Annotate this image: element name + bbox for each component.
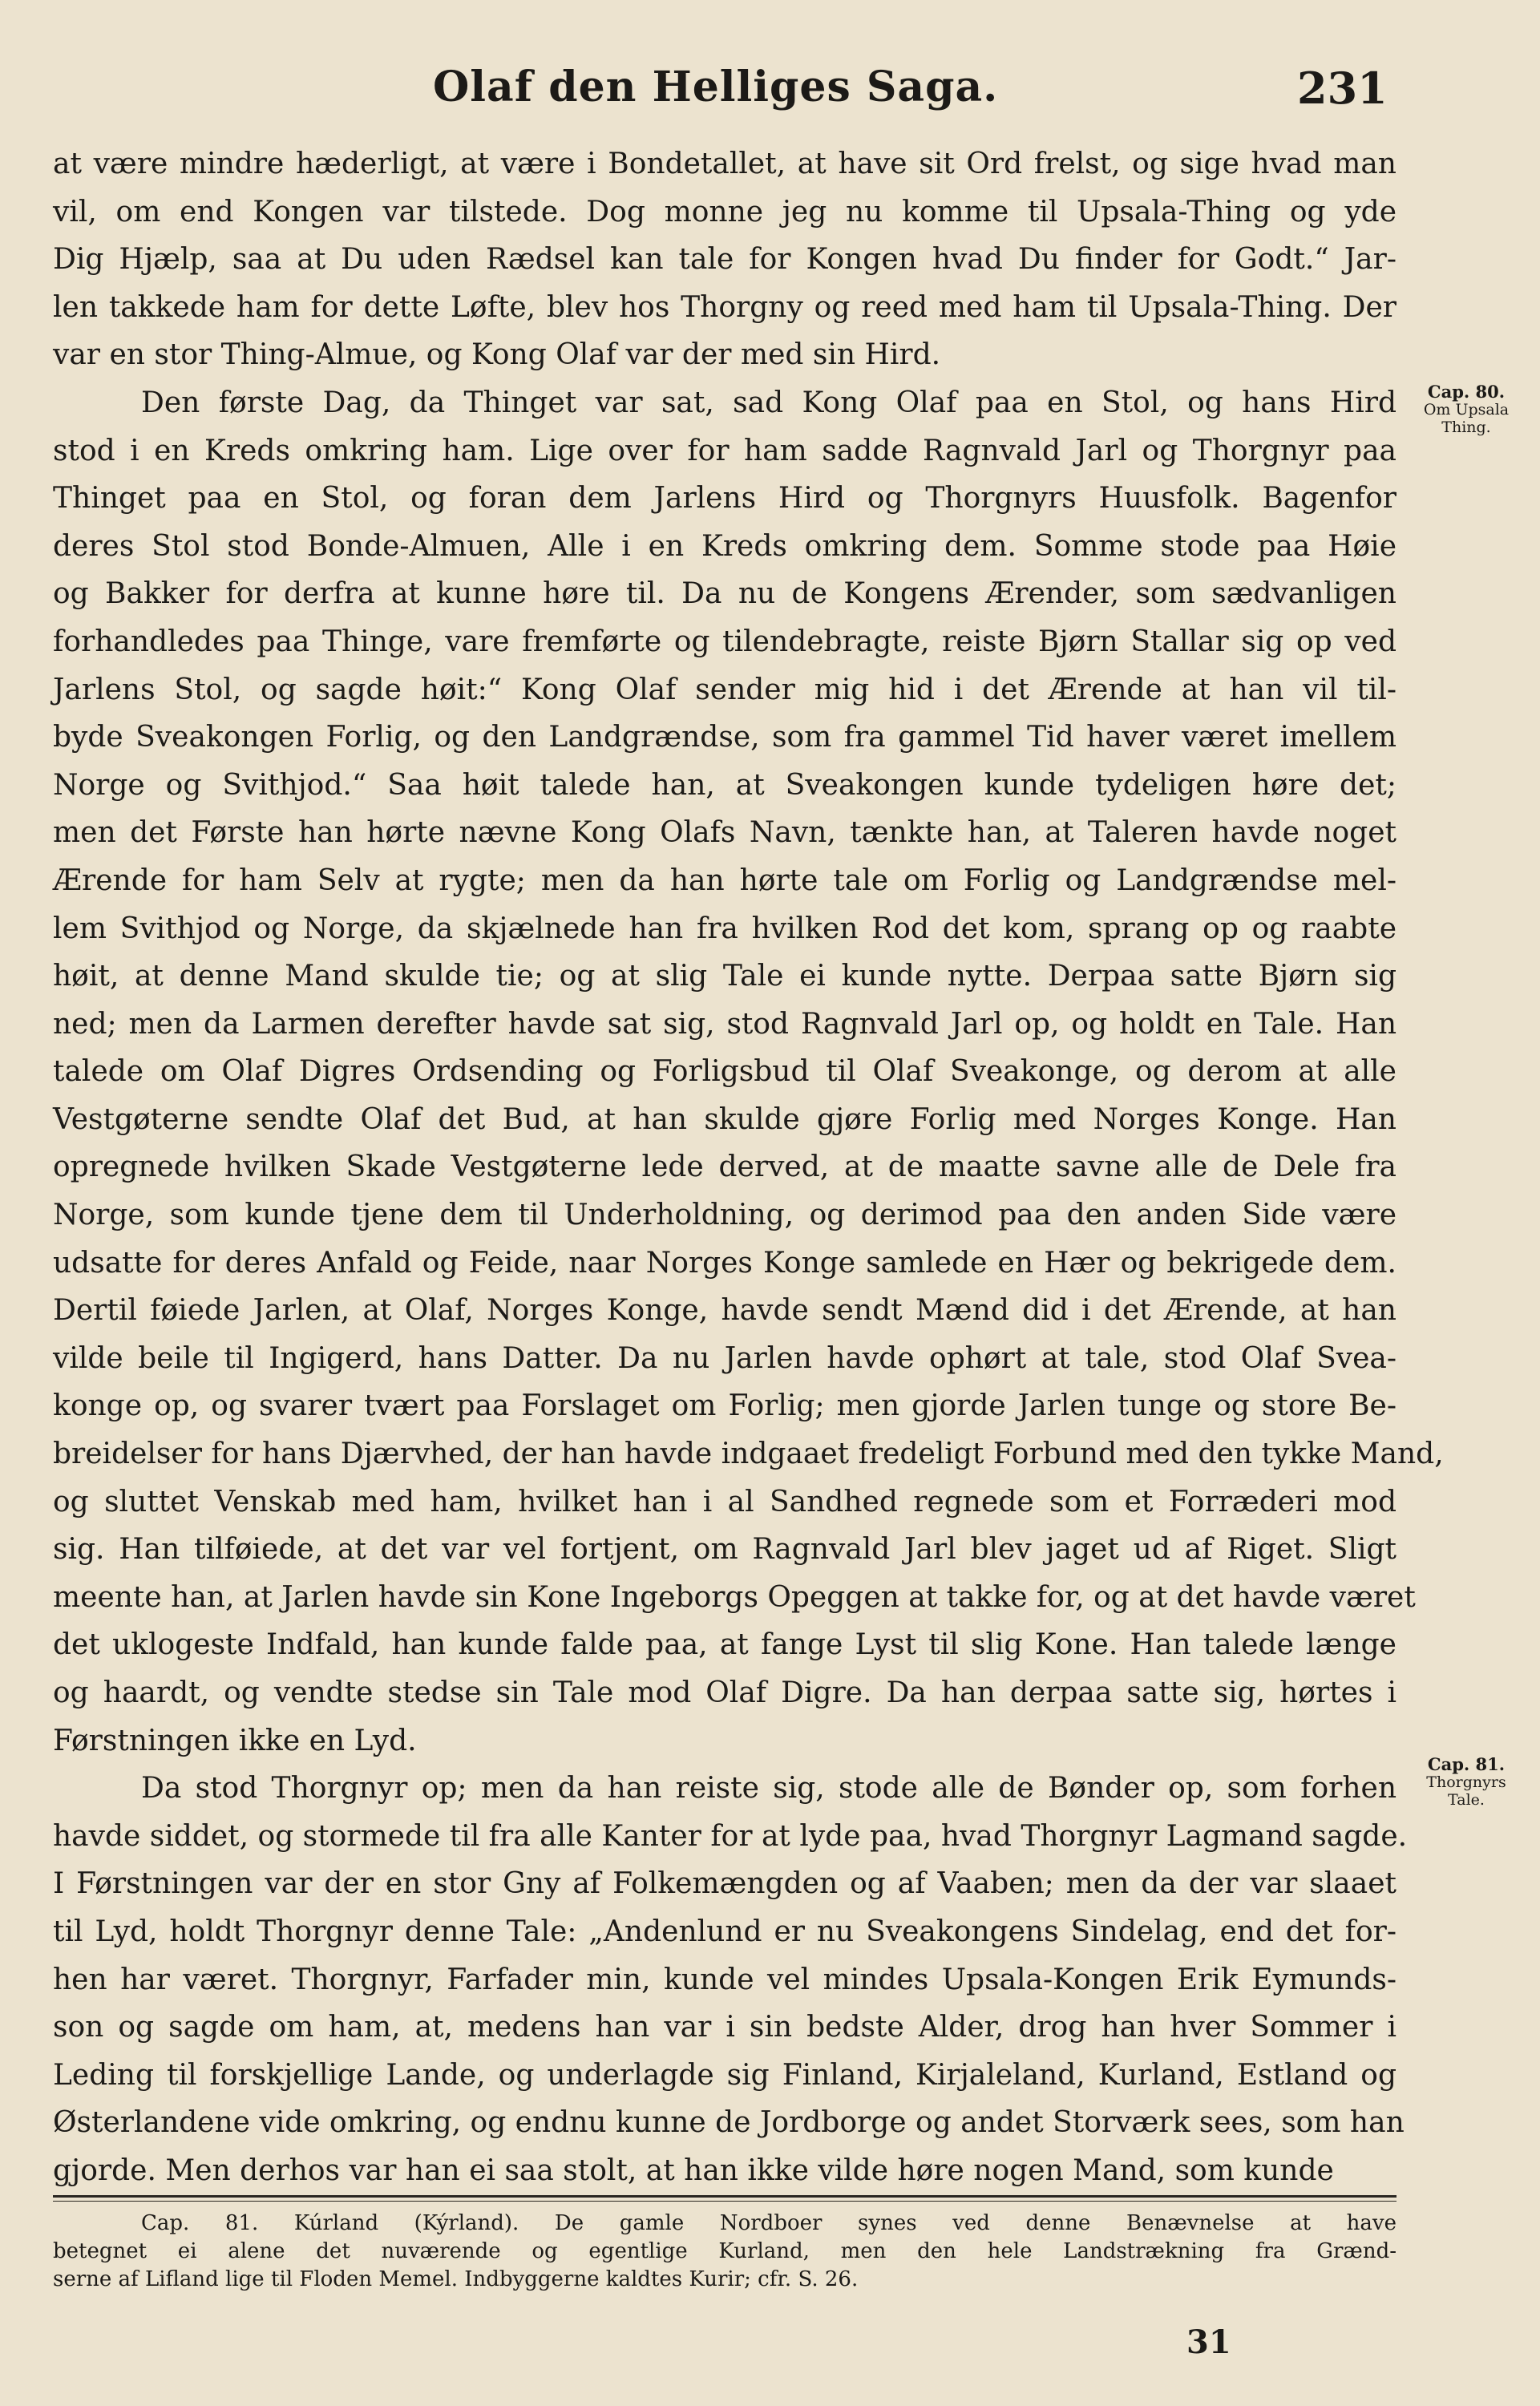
text-line: vil, om end Kongen var tilstede. Dog monne jeg nu komme til Upsala-Thing og yde	[53, 195, 1397, 228]
margin-note-cap: Cap. 80.	[1427, 382, 1506, 402]
text-line: Da stod Thorgnyr op; men da han reiste sig, stode alle de Bønder op, som forhen	[141, 1772, 1397, 1806]
footnote	[53, 2210, 1397, 2294]
text-line: Leding til forskjellige Lande, og underlagde sig Finland, Kirjaleland, Kurland, Estland og	[53, 2058, 1397, 2092]
footnote-rule-thin	[53, 2201, 1397, 2202]
text-line: Førstningen ikke en Lyd.	[53, 1724, 417, 1757]
text-line: gjorde. Men derhos var han ei saa stolt, at han ikke vilde høre nogen Mand, som kunde	[53, 2153, 1334, 2187]
text-line: ned; men da Larmen derefter havde sat sig, stod Ragnvald Jarl op, og holdt en Tale. Han	[53, 1007, 1397, 1041]
text-line: son og sagde om ham, at, medens han var i sin bedste Alder, drog han hver Sommer i	[53, 2011, 1397, 2044]
text-line: deres Stol stod Bonde-Almuen, Alle i en Kreds omkring dem. Somme stode paa Høie	[53, 529, 1397, 563]
page-header	[0, 58, 1540, 130]
text-line: Vestgøterne sendte Olaf det Bud, at han skulde gjøre Forlig med Norges Konge. Han	[53, 1102, 1397, 1136]
text-line: byde Sveakongen Forlig, og den Landgrændse, som fra gammel Tid haver været imellem	[53, 721, 1397, 754]
text-line: det uklogeste Indfald, han kunde falde paa, at fange Lyst til slig Kone. Han talede længe	[53, 1628, 1397, 1662]
text-line: Jarlens Stol, og sagde høit:“ Kong Olaf sender mig hid i det Ærende at han vil til-	[53, 673, 1397, 706]
text-line: Dig Hjælp, saa at Du uden Rædsel kan tale for Kongen hvad Du finder for Godt.“ Jar-	[53, 243, 1397, 277]
text-line: Norge og Svithjod.“ Saa høit talede han, at Sveakongen kunde tydeligen høre det;	[53, 768, 1397, 802]
margin-note-text: Thorgnyrs Tale.	[1426, 1773, 1506, 1809]
text-line: Dertil føiede Jarlen, at Olaf, Norges Konge, havde sendt Mænd did i det Ærende, at han	[53, 1294, 1397, 1328]
text-line: var en stor Thing-Almue, og Kong Olaf var der med sin Hird.	[53, 338, 941, 372]
text-line: Thinget paa en Stol, og foran dem Jarlens Hird og Thorgnyrs Huusfolk. Bagenfor	[53, 482, 1397, 516]
page-number: 231	[1297, 63, 1388, 114]
text-line: udsatte for deres Anfald og Feide, naar Norges Konge samlede en Hær og bekrigede dem.	[53, 1246, 1397, 1280]
text-line: opregnede hvilken Skade Vestgøterne lede derved, at de maatte savne alle de Dele fra	[53, 1150, 1397, 1184]
text-line: høit, at denne Mand skulde tie; og at slig Tale ei kunde nytte. Derpaa satte Bjørn sig	[53, 960, 1397, 993]
footnote-line: Cap. 81. Kúrland (Kýrland). De gamle Nordboer synes ved denne Benævnelse at have	[141, 2211, 1397, 2235]
text-line: meente han, at Jarlen havde sin Kone Ingeborgs Opeggen at takke for, og at det havde været	[53, 1580, 1416, 1614]
text-line: at være mindre hæderligt, at være i Bondetallet, at have sit Ord frelst, og sige hvad man	[53, 148, 1397, 180]
text-line: Ærende for ham Selv at rygte; men da han hørte tale om Forlig og Landgrændse mel-	[53, 863, 1397, 897]
text-line: og haardt, og vendte stedse sin Tale mod Olaf Digre. Da han derpaa satte sig, hørtes i	[53, 1676, 1397, 1709]
text-line: vilde beile til Ingigerd, hans Datter. Da nu Jarlen havde ophørt at tale, stod Olaf Svea-	[53, 1341, 1397, 1375]
text-line: talede om Olaf Digres Ordsending og Forligsbud til Olaf Sveakonge, og derom at alle	[53, 1055, 1397, 1089]
text-line: og sluttet Venskab med ham, hvilket han i al Sandhed regnede som et Forræderi mod	[53, 1485, 1397, 1518]
text-line: breidelser for hans Djærvhed, der han havde indgaaet fredeligt Forbund med den tykke Mand,	[53, 1438, 1444, 1471]
text-line: konge op, og svarer tvært paa Forslaget om Forlig; men gjorde Jarlen tunge og store Be-	[53, 1389, 1397, 1423]
text-line: len takkede ham for dette Løfte, blev hos Thorgny og reed med ham til Upsala-Thing. Der	[53, 290, 1397, 324]
text-line: hen har været. Thorgnyr, Farfader min, kunde vel mindes Upsala-Kongen Erik Eymunds-	[53, 1963, 1397, 1996]
footnote-line: betegnet ei alene det nuværende og egentlige Kurland, men den hele Landstrækning fra Grænd-	[53, 2239, 1397, 2263]
text-line: Østerlandene vide omkring, og endnu kunne de Jordborge og andet Storværk sees, som han	[53, 2106, 1405, 2140]
margin-note-cap-80	[1406, 383, 1526, 436]
text-line: forhandledes paa Thinge, vare fremførte og tilendebragte, reiste Bjørn Stallar sig op ved	[53, 625, 1397, 658]
margin-note-cap-81	[1406, 1756, 1526, 1809]
text-line: stod i en Kreds omkring ham. Lige over for ham sadde Ragnvald Jarl og Thorgnyr paa	[53, 434, 1397, 467]
text-line: Den første Dag, da Thinget var sat, sad Kong Olaf paa en Stol, og hans Hird	[141, 386, 1397, 419]
text-line: Norge, som kunde tjene dem til Underholdning, og derimod paa den anden Side være	[53, 1199, 1397, 1232]
text-line: til Lyd, holdt Thorgnyr denne Tale: „Andenlund er nu Sveakongens Sindelag, end det for-	[53, 1915, 1397, 1948]
text-line: sig. Han tilføiede, at det var vel fortjent, om Ragnvald Jarl blev jaget ud af Riget. Sligt	[53, 1533, 1397, 1567]
running-title: Olaf den Helliges Saga.	[433, 63, 999, 111]
text-line: men det Første han hørte nævne Kong Olafs Navn, tænkte han, at Taleren havde noget	[53, 816, 1397, 850]
margin-note-text: Om Upsala Thing.	[1423, 401, 1510, 436]
text-line: og Bakker for derfra at kunne høre til. Da nu de Kongens Ærender, som sædvanligen	[53, 577, 1397, 611]
text-line: I Førstningen var der en stor Gny af Folkemængden og af Vaaben; men da der var slaaet	[53, 1867, 1397, 1901]
main-text	[53, 140, 1444, 2195]
margin-note-cap: Cap. 81.	[1427, 1754, 1506, 1774]
text-line: lem Svithjod og Norge, da skjælnede han fra hvilken Rod det kom, sprang op og raabte	[53, 912, 1397, 945]
footnote-line: serne af Lifland lige til Floden Memel. Indbyggerne kaldtes Kurir; cfr. S. 26.	[53, 2267, 859, 2291]
footnote-rule	[53, 2195, 1397, 2198]
text-line: havde siddet, og stormede til fra alle Kanter for at lyde paa, hvad Thorgnyr Lagmand sagde.	[53, 1819, 1408, 1853]
signature-mark: 31	[1186, 2323, 1231, 2361]
